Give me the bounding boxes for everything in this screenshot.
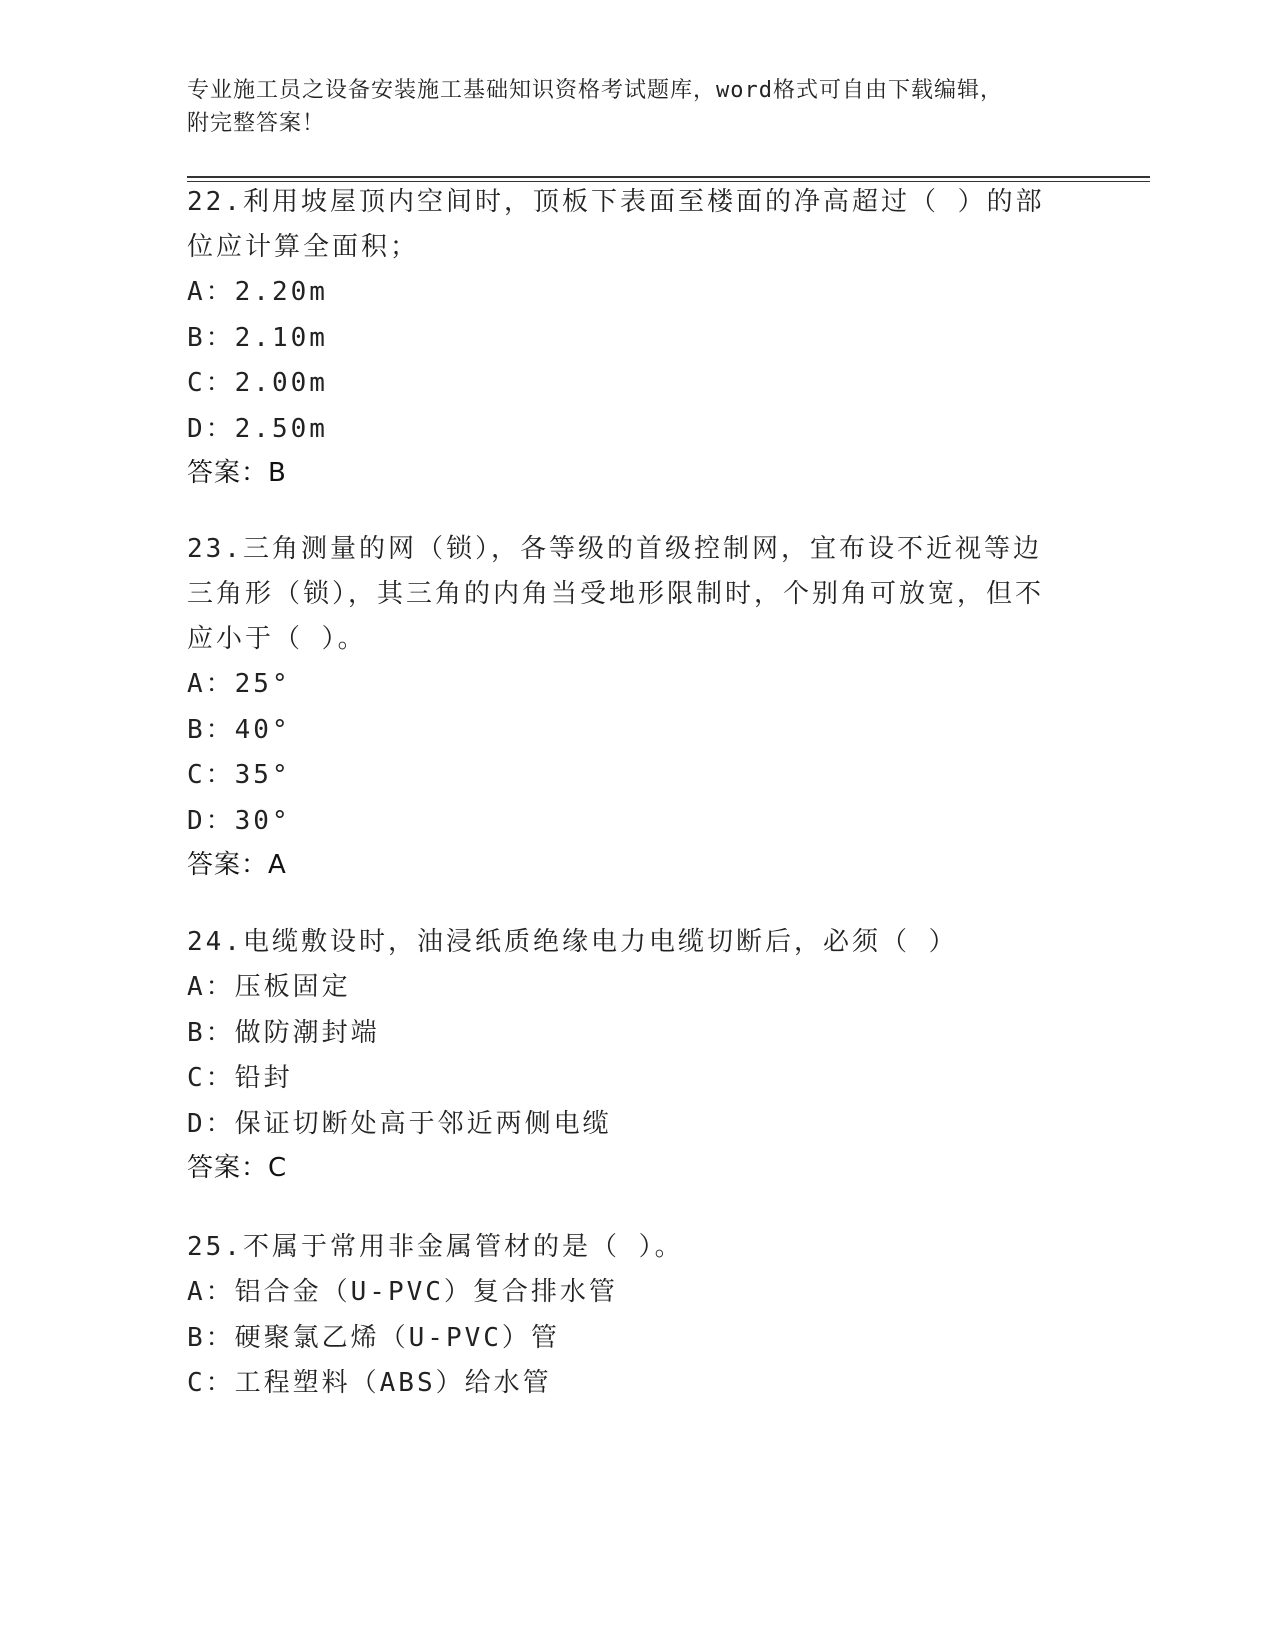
- header-line-2: 附完整答案！: [187, 111, 326, 136]
- option-b: B：40°: [187, 714, 291, 745]
- option-c: C：铅封: [187, 1063, 293, 1093]
- answer-line: 答案：A: [187, 850, 287, 880]
- option-a: A：25°: [187, 669, 291, 699]
- option-d: D：保证切断处高于邻近两侧电缆: [187, 1108, 612, 1139]
- option-b: B：做防潮封端: [187, 1017, 380, 1048]
- option-a: A：2.20m: [187, 277, 328, 307]
- header-line-1: 专业施工员之设备安装施工基础知识资格考试题库，word格式可自由下载编辑，: [187, 78, 1003, 103]
- answer-line: 答案：C: [187, 1153, 288, 1183]
- option-c: C：2.00m: [187, 368, 328, 398]
- option-d: D：2.50m: [187, 413, 328, 444]
- question-25: [187, 1225, 1067, 1407]
- question-stem: 22.利用坡屋顶内空间时，顶板下表面至楼面的净高超过（ ）的部位应计算全面积；: [187, 187, 1045, 262]
- option-a: A：铝合金（U-PVC）复合排水管: [187, 1277, 618, 1307]
- answer-line: 答案：B: [187, 458, 287, 488]
- option-c: C：35°: [187, 760, 291, 790]
- option-d: D：30°: [187, 805, 291, 836]
- question-22: [187, 180, 1067, 494]
- question-stem: 24.电缆敷设时，油浸纸质绝缘电力电缆切断后，必须（ ）: [187, 927, 958, 957]
- option-c: C：工程塑料（ABS）给水管: [187, 1368, 552, 1398]
- question-24: [187, 920, 1067, 1189]
- option-a: A：压板固定: [187, 972, 351, 1002]
- option-b: B：2.10m: [187, 322, 328, 353]
- question-23: [187, 527, 1067, 886]
- header-divider-thick: [187, 176, 1150, 178]
- question-stem: 25.不属于常用非金属管材的是（ ）。: [187, 1232, 684, 1262]
- question-stem: 23.三角测量的网（锁），各等级的首级控制网，宜布设不近视等边三角形（锁），其三角的内角当受地形限制时，个别角可放宽，但不应小于（ ）。: [187, 534, 1045, 654]
- document-header: [187, 74, 1067, 140]
- option-b: B：硬聚氯乙烯（U-PVC）管: [187, 1322, 560, 1353]
